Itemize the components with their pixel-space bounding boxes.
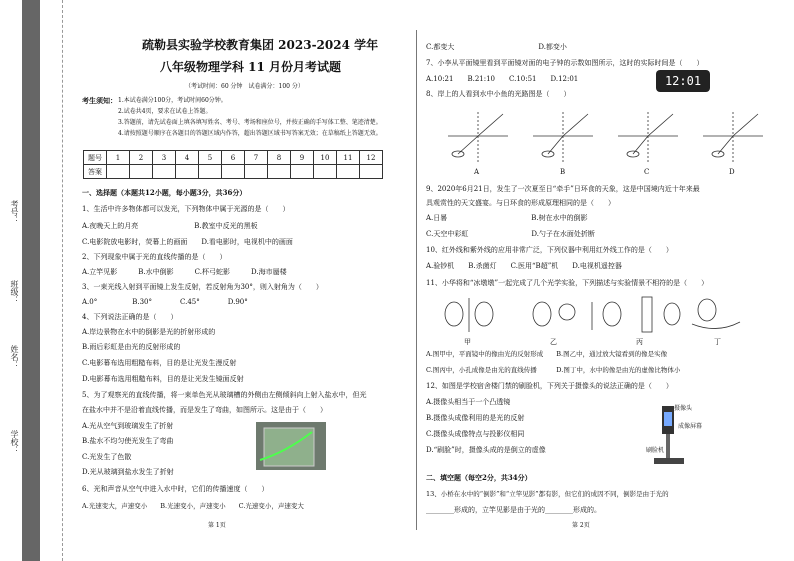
- title-line-2: 八年级物理学科 11 月份月考试题: [160, 60, 342, 74]
- mirror-clock: 12:01: [656, 70, 710, 92]
- answer-cell[interactable]: [337, 165, 360, 179]
- score-row-answer: [84, 165, 383, 179]
- q-line: A.光速变大，声速变小 B.光速变小，声速变小 C.光速变小，声速变大: [82, 502, 304, 510]
- page-divider: [416, 30, 417, 530]
- q-line: 在盐水中并不是沿着直线传播，而是发生了弯曲，如图所示。这是由于（ ）: [82, 406, 327, 414]
- cell: 8: [268, 151, 291, 165]
- q-line: A.0° B.30° C.45° D.90°: [82, 298, 248, 306]
- q-line: A.日晷 B.树在水中的倒影: [426, 214, 588, 222]
- answer-cell[interactable]: [130, 165, 153, 179]
- score-row-number: [84, 151, 383, 165]
- q-line: A.光从空气到玻璃发生了折射: [82, 422, 174, 430]
- q-line: C.都变大 D.都变小: [426, 43, 567, 51]
- cell: 4: [176, 151, 199, 165]
- answer-cell[interactable]: [291, 165, 314, 179]
- q-line: 具观赏性的天文盛宴。与日环食的形成原理相同的是（ ）: [426, 199, 615, 207]
- notice-1: 1.本试卷满分100分，考试时间60分钟。: [118, 97, 227, 104]
- q-line: 7、小李从平面镜里看到平面镜对面的电子钟的示数如图所示，这时的实际时间是（ ）: [426, 59, 704, 67]
- q-line: 8、岸上的人看到水中小鱼的光路图是（ ）: [426, 90, 571, 98]
- fig11-label-yi: 乙: [550, 338, 557, 346]
- cell: 2: [130, 151, 153, 165]
- q12-option-d: D.“刷脸”时，摄像头成的是倒立的虚像: [426, 446, 546, 454]
- q-line: B.雨后彩虹是由光的反射形成的: [82, 343, 181, 351]
- q-line: 2、下列现象中属于光的直线传播的是（ ）: [82, 253, 227, 261]
- camera-label: 摄像头: [674, 405, 693, 412]
- q-line: 1、生活中许多物体都可以发光，下列物体中属于光源的是（ ）: [82, 205, 290, 213]
- cut-line: [62, 0, 63, 561]
- q-line: 12、如图是学校宿舍楼门禁的刷脸机，下列关于摄像头的说法正确的是（ ）: [426, 382, 673, 390]
- binding-bar: [22, 0, 40, 561]
- cell: 3: [153, 151, 176, 165]
- fig11-label-ding: 丁: [714, 338, 721, 346]
- class-label: 班级：: [10, 280, 19, 304]
- answer-cell[interactable]: [107, 165, 130, 179]
- notice-label: 考生须知：: [82, 96, 117, 105]
- fig11-label-bing: 丙: [636, 338, 643, 346]
- page-2: [424, 0, 784, 561]
- cell: 7: [245, 151, 268, 165]
- cell: 1: [107, 151, 130, 165]
- fig8-label-d: D: [729, 168, 735, 176]
- fig8-label-a: A: [474, 168, 480, 176]
- q-line: 3、一束光线入射到平面镜上发生反射，若反射角为30°，则入射角为（ ）: [82, 283, 323, 291]
- cell: 12: [360, 151, 383, 165]
- q-line: C.电影院放电影时，荧幕上的画面 D.看电影时，电视机中的画面: [82, 238, 293, 246]
- school-label: 学校：: [10, 430, 19, 454]
- answer-cell[interactable]: [222, 165, 245, 179]
- q-line: A.图甲中，平面镜中的像由光的反射形成 B.图乙中，通过放大镜看到的像是实像: [426, 350, 668, 358]
- answer-cell[interactable]: [245, 165, 268, 179]
- fig8-label-c: C: [644, 168, 650, 176]
- q-line: C.图丙中，小孔成像是由光的直线传播 D.图丁中，水中的像是由光的虚像比物体小: [426, 366, 681, 374]
- fig8-label-b: B: [560, 168, 566, 176]
- notice-3: 3.答题前，请先试卷面上填各填写姓名、考号、考场和座位号，并按正确的手写体工整、笔迹清楚。: [118, 119, 382, 126]
- answer-cell[interactable]: [176, 165, 199, 179]
- q-line: 10、红外线和紫外线的应用非常广泛，下列仪器中利用红外线工作的是（ ）: [426, 246, 673, 254]
- fish-light-path-figures: [448, 102, 778, 174]
- q13-line-1: 13、小桥在水中的“倒影”和“立竿见影”都有影，但它们的成因不同，倒影是由于光的: [426, 490, 669, 498]
- q-line: B.盐水不均匀使光发生了弯曲: [82, 437, 174, 445]
- subtitle: （考试时间：60 分钟 试卷满分：100 分）: [185, 83, 304, 90]
- q-line: 9、2020年6月21日，发生了一次夏至日“牵手”日环食的天象，这是中国境内近十年来最: [426, 185, 700, 193]
- answer-cell[interactable]: [360, 165, 383, 179]
- q-line: C.光发生了色散: [82, 453, 132, 461]
- q-line: 11、小华将和“冰墩墩”一起完成了几个光学实验，下列描述与实验情景不相符的是（ ）: [426, 279, 709, 287]
- q-line: A.夜晚天上的月亮 B.教室中反光的黑板: [82, 222, 258, 230]
- q-line: 4、下列说法正确的是（ ）: [82, 313, 178, 321]
- q-line: C.电影幕布选用粗糙布料，目的是让光发生漫反射: [82, 359, 237, 367]
- cell: 答案: [84, 165, 107, 179]
- machine-label: 刷脸机: [646, 447, 665, 454]
- cell: 11: [337, 151, 360, 165]
- notice-2: 2.试卷共4页，要求在试卷上答题。: [118, 108, 212, 115]
- binding-strip: [0, 0, 40, 561]
- cell: 9: [291, 151, 314, 165]
- name-label: 姓名：: [10, 345, 19, 369]
- notice-4: 4.请按照题号顺序在各题目的答题区域内作答，超出答题区域书写答案无效；在草稿纸上答题无效。: [118, 130, 382, 137]
- q-line: A.验钞机 B.杀菌灯 C.医用“B超”机 D.电视机遥控器: [426, 262, 622, 270]
- q12-option-c: C.摄像头成像特点与投影仪相同: [426, 430, 525, 438]
- page-2-footer: 第 2页: [572, 522, 590, 529]
- face-scanner-figure: [648, 404, 698, 474]
- cell: 5: [199, 151, 222, 165]
- q-line: 5、为了观察光的直线传播，将一束单色光从玻璃槽的外侧由左侧倾斜向上射入盐水中，但光: [82, 391, 367, 399]
- q12-option-b: B.摄像头成像利用的是光的反射: [426, 414, 525, 422]
- answer-cell[interactable]: [268, 165, 291, 179]
- q-line: 6、光和声音从空气中进入水中时，它们的传播速度（ ）: [82, 485, 269, 493]
- page-1-footer: 第 1页: [208, 522, 226, 529]
- title-line-1: 疏勒县实验学校教育集团 2023-2024 学年: [142, 38, 379, 52]
- q-line: A.10:21 B.21:10 C.10:51 D.12:01: [426, 75, 579, 83]
- q-line: C.天空中彩虹 D.勺子在水面处折断: [426, 230, 595, 238]
- q-line: D.电影幕布选用粗糙布料，目的是让光发生镜面反射: [82, 375, 244, 383]
- score-table: [83, 150, 383, 179]
- q-line: A.岸边景物在水中的倒影是光的折射形成的: [82, 328, 216, 336]
- answer-cell[interactable]: [153, 165, 176, 179]
- bing-dwen-dwen-figures: [442, 292, 742, 337]
- screen-label: 成像屏幕: [678, 423, 703, 430]
- q12-option-a: A.摄像头相当于一个凸透镜: [426, 398, 511, 406]
- section-1-heading: 一、选择题（本题共12小题，每小题3分，共36分）: [82, 188, 247, 197]
- cell: 6: [222, 151, 245, 165]
- fig11-label-jia: 甲: [464, 338, 471, 346]
- answer-cell[interactable]: [199, 165, 222, 179]
- q-line: D.光从玻璃到盐水发生了折射: [82, 468, 174, 476]
- exam-no-label: 考号：: [10, 200, 19, 224]
- section-2-heading: 二、填空题（每空2分，共34分）: [426, 473, 532, 482]
- saltwater-tank-figure: [256, 422, 326, 470]
- q13-line-2: ________形成的，立竿见影是由于光的________形成的。: [426, 506, 601, 514]
- cell: 题号: [84, 151, 107, 165]
- cell: 10: [314, 151, 337, 165]
- q-line: A.立竿见影 B.水中倒影 C.杯弓蛇影 D.海市蜃楼: [82, 268, 287, 276]
- answer-cell[interactable]: [314, 165, 337, 179]
- page-1: [80, 0, 410, 561]
